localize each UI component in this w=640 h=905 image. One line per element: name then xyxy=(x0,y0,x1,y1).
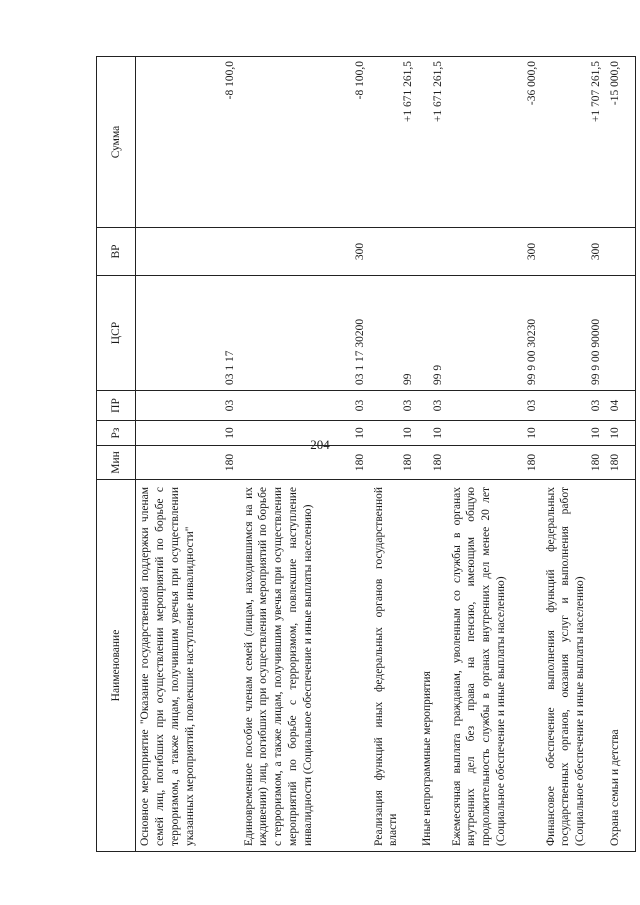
row-sum: -15 000,0 xyxy=(606,57,636,228)
table-row xyxy=(448,57,542,852)
row-rz: 10 xyxy=(240,421,370,446)
budget-table xyxy=(96,56,636,852)
row-csr: 99 xyxy=(370,276,418,391)
header-csr: ЦСР xyxy=(97,276,136,391)
row-min: 180 xyxy=(240,446,370,480)
row-vr: 300 xyxy=(448,228,542,276)
row-vr xyxy=(370,228,418,276)
row-min: 180 xyxy=(136,446,240,480)
row-vr: 300 xyxy=(542,228,606,276)
header-name: Наименование xyxy=(97,480,136,852)
row-min: 180 xyxy=(606,446,636,480)
row-rz: 10 xyxy=(370,421,418,446)
row-pr: 03 xyxy=(418,391,448,421)
table-header-row xyxy=(97,57,136,852)
row-rz: 10 xyxy=(606,421,636,446)
row-pr: 03 xyxy=(370,391,418,421)
row-csr: 99 9 xyxy=(418,276,448,391)
row-vr: 300 xyxy=(240,228,370,276)
header-vr: ВР xyxy=(97,228,136,276)
row-csr: 99 9 00 30230 xyxy=(448,276,542,391)
row-vr xyxy=(606,228,636,276)
row-rz: 10 xyxy=(448,421,542,446)
row-name: Основное мероприятие "Оказание государственной поддержки членам семей лиц, погибших при осуществлении мероприятий по борьбе с терроризмом, а также лицам, получившим увечья при осуществлении указанных мероприятий, повлекшие наступление инвалидности" xyxy=(136,480,240,852)
row-rz: 10 xyxy=(136,421,240,446)
row-rz: 10 xyxy=(418,421,448,446)
row-pr: 03 xyxy=(136,391,240,421)
header-sum: Сумма xyxy=(97,57,136,228)
row-name: Охрана семьи и детства xyxy=(606,480,636,852)
header-pr: ПР xyxy=(97,391,136,421)
row-sum: -8 100,0 xyxy=(240,57,370,228)
row-sum: +1 671 261,5 xyxy=(370,57,418,228)
row-name: Единовременное пособие членам семей (лицам, находившимся на их иждивении) лиц, погибших при осуществлении мероприятий по борьбе с терроризмом, а также лицам, получившим увечья при осуществлении мероприятий по борьбе с терроризмом, повлекшие наступление инвалидности (Социальное обеспечение и иные выплаты населению) xyxy=(240,480,370,852)
row-sum: +1 707 261,5 xyxy=(542,57,606,228)
row-min: 180 xyxy=(448,446,542,480)
table-row xyxy=(240,57,370,852)
table-row xyxy=(606,57,636,852)
table-row xyxy=(418,57,448,852)
table-row xyxy=(542,57,606,852)
row-name: Реализация функций иных федеральных органов государственной власти xyxy=(370,480,418,852)
header-min: Мин xyxy=(97,446,136,480)
row-name: Ежемесячная выплата гражданам, уволенным со службы в органах внутренних дел без права на пенсию, имеющим общую продолжительность службы в органах внутренних дел менее 20 лет (Социальное обеспечение и иные выплаты населению) xyxy=(448,480,542,852)
page-number: 204 xyxy=(310,437,330,452)
row-vr xyxy=(418,228,448,276)
row-sum: -36 000,0 xyxy=(448,57,542,228)
table-row xyxy=(136,57,240,852)
table-row xyxy=(370,57,418,852)
row-csr: 03 1 17 xyxy=(136,276,240,391)
row-min: 180 xyxy=(418,446,448,480)
header-rz: Рз xyxy=(97,421,136,446)
row-sum: -8 100,0 xyxy=(136,57,240,228)
row-csr: 99 9 00 90000 xyxy=(542,276,606,391)
row-csr xyxy=(606,276,636,391)
row-name: Финансовое обеспечение выполнения функций федеральных государственных органов, оказания услуг и выполнения работ (Социальное обеспечение и иные выплаты населению) xyxy=(542,480,606,852)
row-name: Иные непрограммные мероприятия xyxy=(418,480,448,852)
row-pr: 04 xyxy=(606,391,636,421)
row-rz: 10 xyxy=(542,421,606,446)
row-pr: 03 xyxy=(448,391,542,421)
row-csr: 03 1 17 30200 xyxy=(240,276,370,391)
row-min: 180 xyxy=(542,446,606,480)
row-sum: +1 671 261,5 xyxy=(418,57,448,228)
row-min: 180 xyxy=(370,446,418,480)
row-pr: 03 xyxy=(240,391,370,421)
row-pr: 03 xyxy=(542,391,606,421)
row-vr xyxy=(136,228,240,276)
